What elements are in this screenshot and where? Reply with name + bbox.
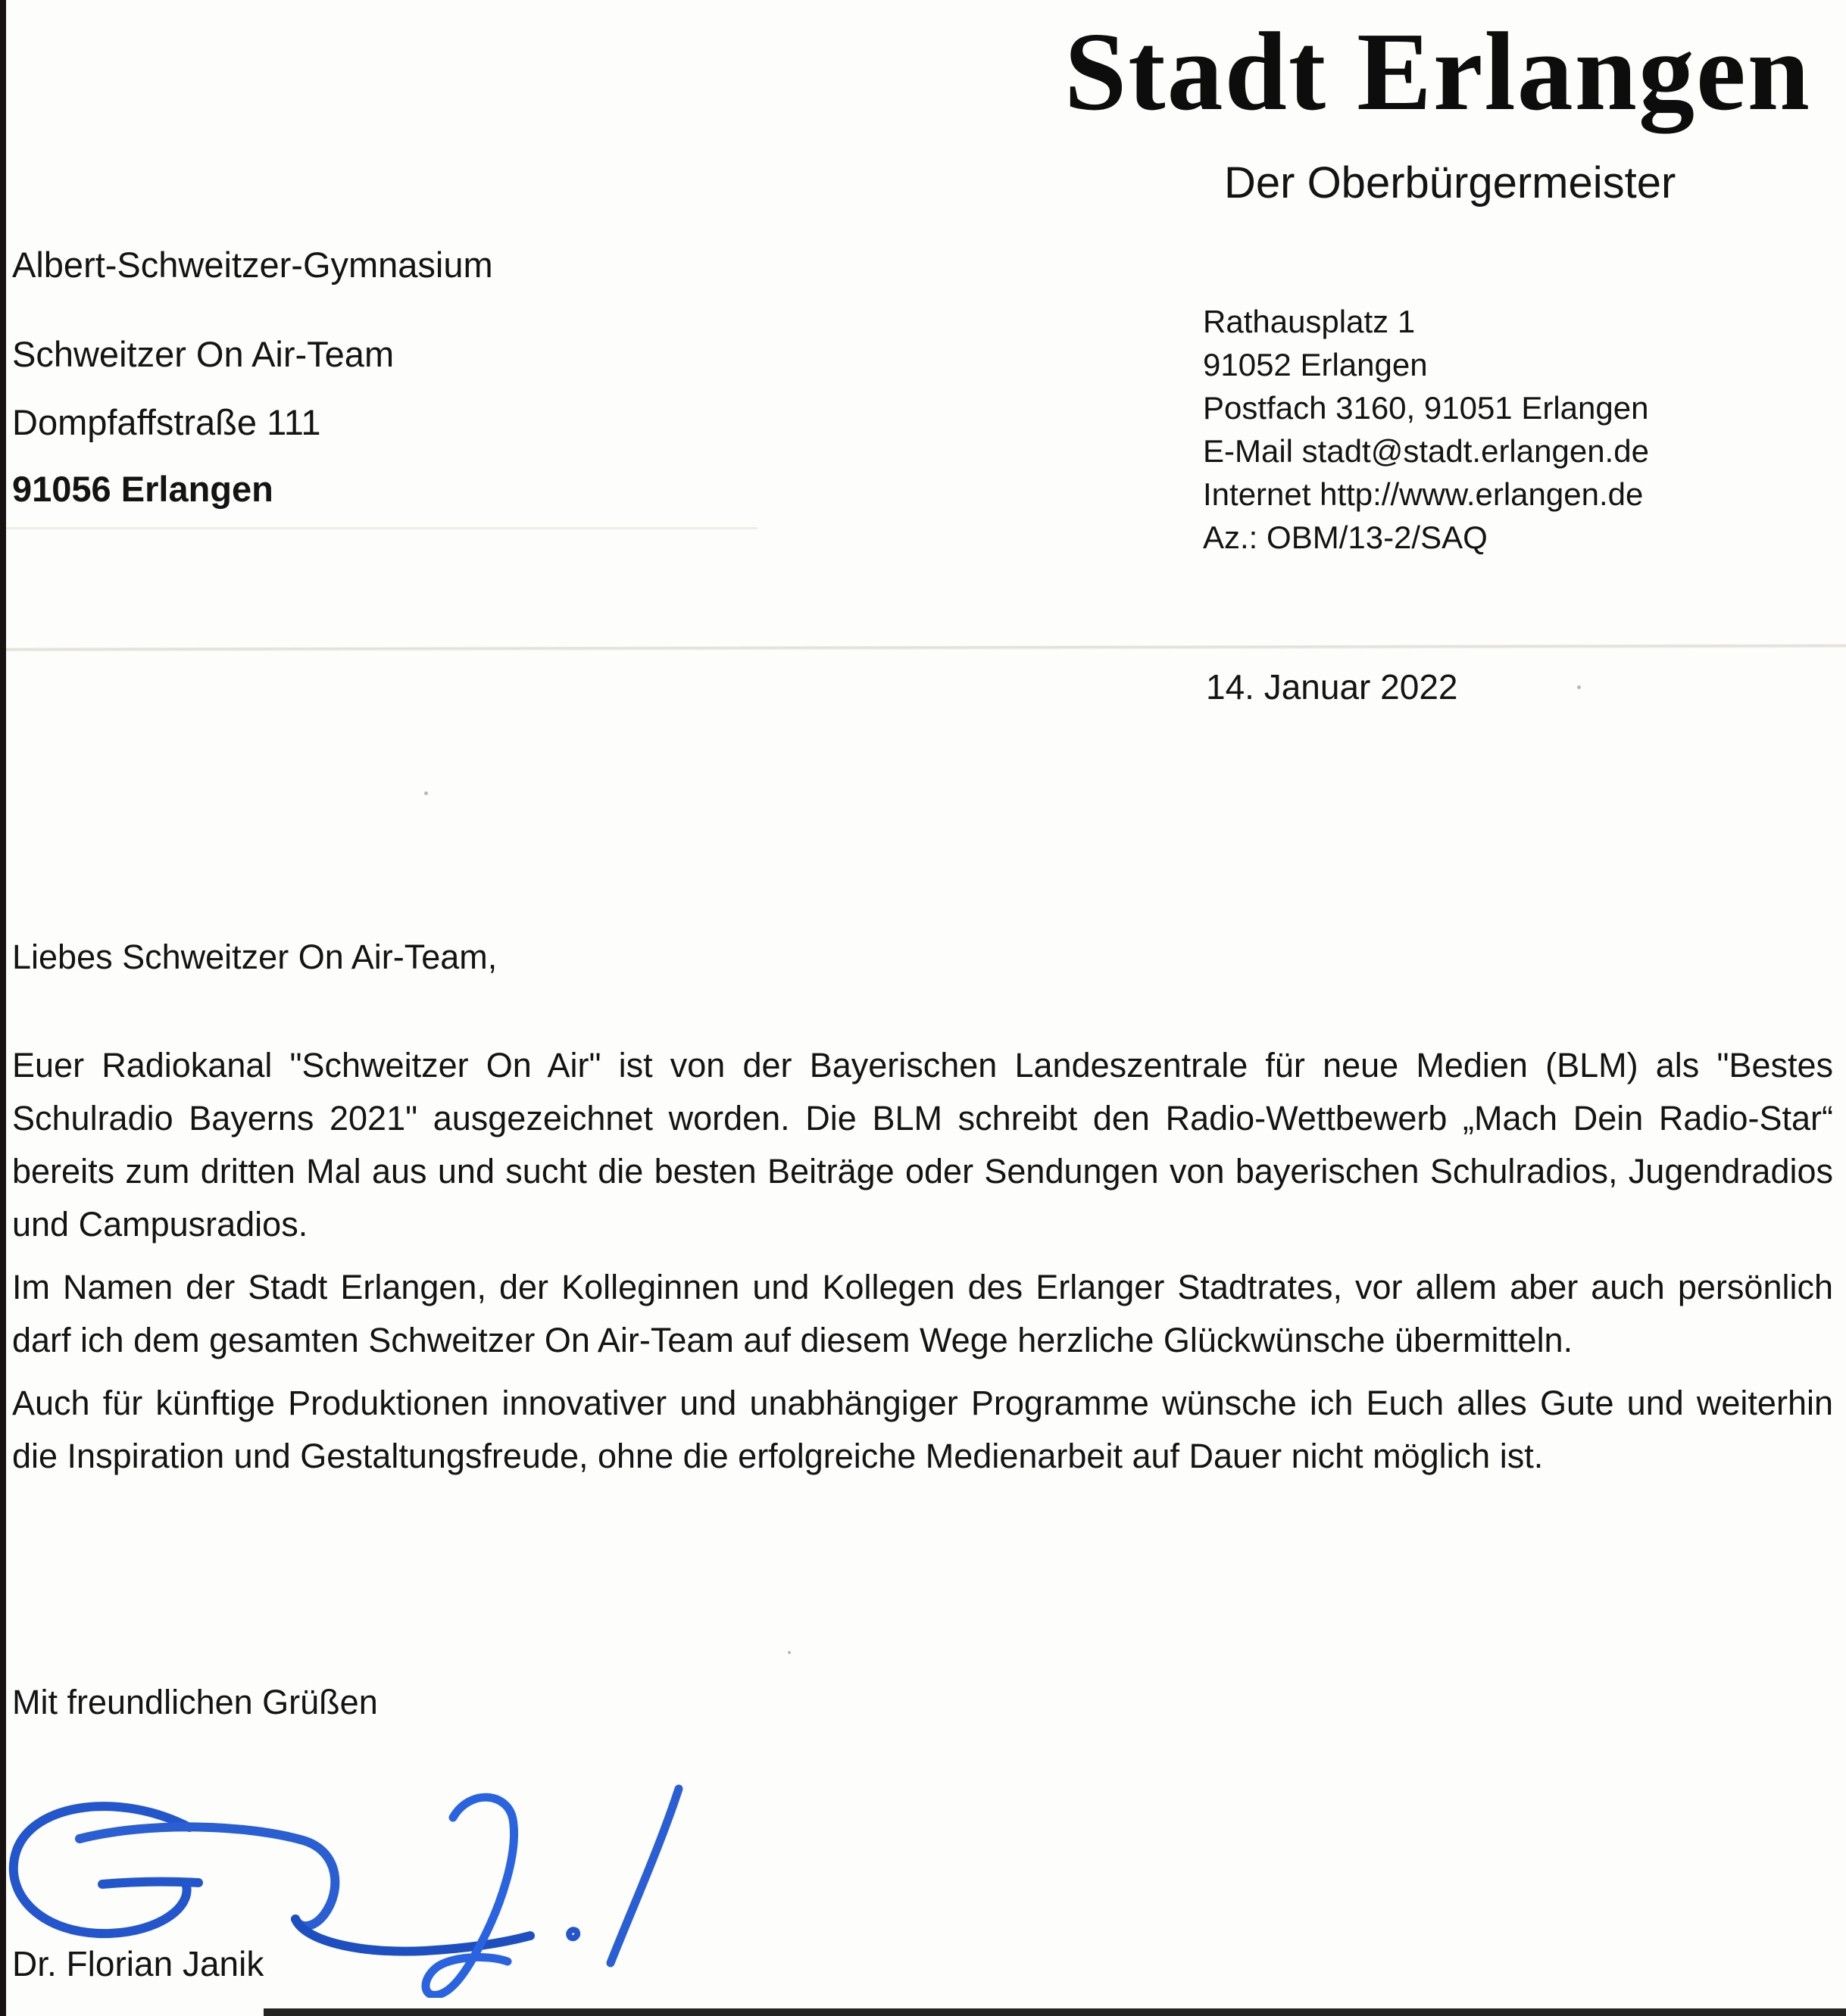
recipient-school-line: Albert-Schweitzer-Gymnasium (12, 245, 493, 285)
paragraph-award: Euer Radiokanal "Schweitzer On Air" ist von der Bayerischen Landeszentrale für neue Medien (BLM) als "Bestes Schulradio Bayerns 2021" ausgezeichnet worden. Die BLM schreibt den Radio-Wettbewerb „Mach Dein Radio-Star“ bereits zum dritten Mal aus und sucht die besten Beiträge oder Sendungen von bayerischen Schulradios, Jugendradios und Campusradios. (12, 1046, 1833, 1244)
closing-formula: Mit freundlichen Grüßen (12, 1683, 378, 1721)
salutation: Liebes Schweitzer On Air-Team, (12, 938, 498, 976)
sender-info-block (1203, 300, 1649, 559)
signer-name: Dr. Florian Janik (12, 1944, 264, 1983)
letterhead-org-title: Stadt Erlangen (1064, 10, 1811, 134)
scan-speck (788, 1651, 791, 1654)
sender-city-line: 91052 Erlangen (1203, 347, 1428, 382)
fold-crease (0, 644, 1846, 651)
recipient-street-line: Dompfaffstraße 111 (12, 402, 321, 442)
paragraph-congratulations: Im Namen der Stadt Erlangen, der Kolleginnen und Kollegen des Erlanger Stadtrates, vor allem aber auch persönlich darf ich dem gesamten Schweitzer On Air-Team auf diesem Wege herzliche Glückwünsche übermitteln. (12, 1268, 1833, 1359)
recipient-team-line: Schweitzer On Air-Team (12, 334, 395, 374)
letterhead-sender-title: Der Oberbürgermeister (1224, 158, 1676, 208)
letter-date: 14. Januar 2022 (1206, 667, 1458, 707)
sender-postbox-line: Postfach 3160, 91051 Erlangen (1203, 390, 1649, 426)
sender-internet-line: Internet http://www.erlangen.de (1203, 476, 1644, 512)
scan-speck (424, 791, 428, 795)
fold-crease-left (0, 527, 757, 529)
sender-email-line: E-Mail stadt@stadt.erlangen.de (1203, 433, 1649, 469)
sender-address-line: Rathausplatz 1 (1203, 304, 1416, 339)
scan-left-edge-artifact (0, 0, 6, 2016)
recipient-city-line: 91056 Erlangen (12, 469, 273, 509)
sender-reference-line: Az.: OBM/13-2/SAQ (1203, 520, 1488, 555)
scan-bottom-edge-artifact (264, 2008, 1846, 2016)
paragraph-wishes: Auch für künftige Produktionen innovativer und unabhängiger Programme wünsche ich Euch alles Gute und weiterhin die Inspiration und Gestaltungsfreude, ohne die erfolgreiche Medienarbeit auf Dauer nicht möglich ist. (12, 1384, 1833, 1475)
scan-speck (1577, 685, 1581, 689)
letter-body (12, 1039, 1833, 1493)
